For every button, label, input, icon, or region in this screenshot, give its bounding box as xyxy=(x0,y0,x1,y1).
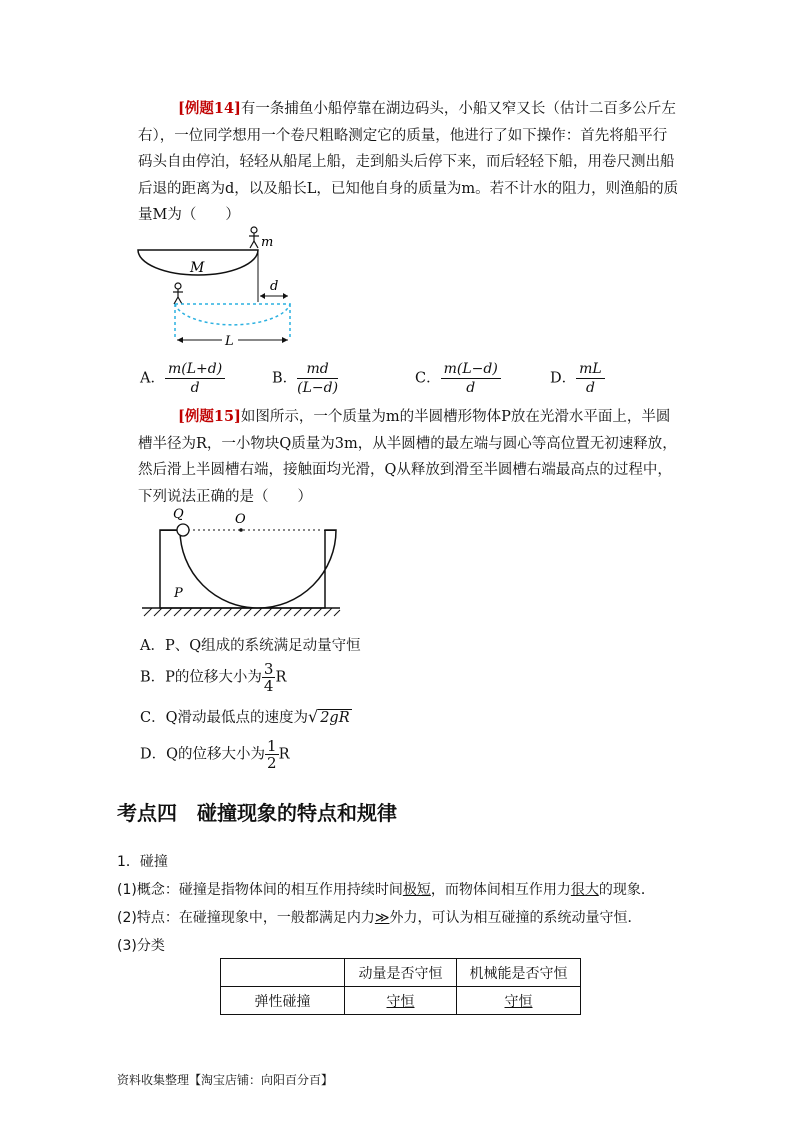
label-O: O xyxy=(235,512,246,527)
table-header-cell: 机械能是否守恒 xyxy=(457,959,581,987)
section-heading: 考点四 碰撞现象的特点和规律 xyxy=(117,801,397,825)
table-cell: 守恒 xyxy=(345,987,457,1015)
footer: 资料收集整理【淘宝店铺：向阳百分百】 xyxy=(117,1073,334,1087)
trough-P xyxy=(160,530,336,608)
table-cell: 守恒 xyxy=(457,987,581,1015)
ground-hatch xyxy=(144,608,340,616)
example15-option-b: B．P的位移大小为 $\frac{3}{4}$ R xyxy=(140,660,287,695)
item-collision: 1．碰撞 xyxy=(117,854,168,870)
example15-option-a: A．P、Q组成的系统满足动量守恒 xyxy=(140,638,361,654)
block-Q xyxy=(177,524,189,536)
person-on-dock-icon xyxy=(173,283,183,304)
person-on-boat-icon xyxy=(249,227,259,248)
center-O xyxy=(239,528,243,532)
example15-option-c: C．Q滑动最低点的速度为√ 2gR xyxy=(140,707,350,726)
concept-line: (1)概念：碰撞是指物体间的相互作用持续时间极短，而物体间相互作用力很大的现象． xyxy=(117,882,655,898)
label-Q: Q xyxy=(173,507,184,522)
example15-option-d: D．Q的位移大小为 $\frac{1}{2}$ R xyxy=(140,737,290,772)
example14-option-c: C． $\frac{m(L-d)}{d}$ xyxy=(415,360,501,397)
label-L: L xyxy=(225,334,234,349)
boat-figure xyxy=(130,222,305,350)
example14-option-a: A． $\frac{m(L+d)}{d}$ xyxy=(140,360,225,397)
label-M: M xyxy=(190,260,205,276)
feature-line: (2)特点：在碰撞现象中，一般都满足内力≫外力，可认为相互碰撞的系统动量守恒． xyxy=(117,910,642,926)
table-header-cell: 动量是否守恒 xyxy=(345,959,457,987)
example14-option-b: B． $\frac{md}{(L-d)}$ xyxy=(272,361,339,396)
example14-option-d: D． $\frac{mL}{d}$ xyxy=(550,360,605,397)
example15-tag: [例题15] xyxy=(178,408,241,425)
table-row xyxy=(221,987,581,1015)
example14-text: [例题14]有一条捕鱼小船停靠在湖边码头，小船又窄又长（估计二百多公斤左右），一位同学想用一个卷尺粗略测定它的质量，他进行了如下操作：首先将船平行码头自由停泊，轻轻从船尾上船，走到船头后停下来，而后轻轻下船，用卷尺测出船后退的距离为d，以及船长L，已知他自身的质量为m。若不计水的阻力，则渔船的质量M为（ ） xyxy=(138,100,679,223)
example15-text: [例题15]如图所示，一个质量为m的半圆槽形物体P放在光滑水平面上，半圆槽半径为R，一小物块Q质量为3m，从半圆槽的最左端与圆心等高位置无初速释放，然后滑上半圆槽右端，接触面均光滑，Q从释放到滑至半圆槽右端最高点的过程中，下列说法正确的是（ ） xyxy=(138,408,677,505)
semicircle-trough-figure xyxy=(140,505,345,623)
table-header-cell xyxy=(221,959,345,987)
collision-table xyxy=(220,958,581,1015)
category-line: (3)分类 xyxy=(117,938,165,954)
table-header-row xyxy=(221,959,581,987)
label-P: P xyxy=(174,586,183,601)
label-m: m xyxy=(261,235,274,250)
label-d: d xyxy=(270,279,279,294)
example14-tag: [例题14] xyxy=(178,100,241,117)
table-cell: 弹性碰撞 xyxy=(221,987,345,1015)
